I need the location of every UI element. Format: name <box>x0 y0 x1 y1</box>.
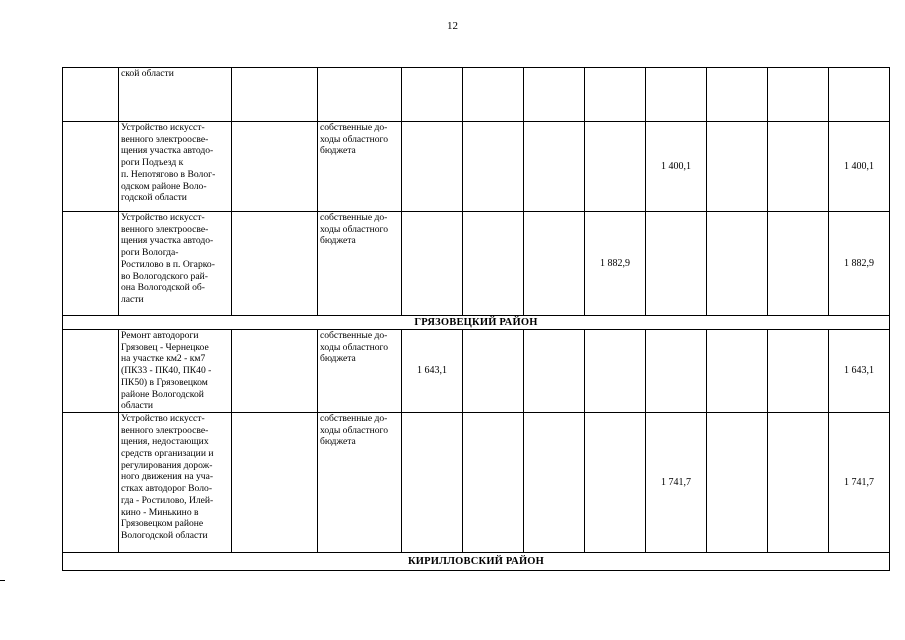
margin-mark <box>0 580 5 581</box>
value-cell <box>768 412 829 552</box>
object-name: Ремонт автодороги Грязовец - Чернецкое на участке км2 - км7 (ПК33 - ПК40, ПК40 - ПК50) в Грязовецком районе Вологодской области <box>121 330 212 412</box>
value-cell <box>463 68 524 122</box>
funding-source-cell <box>318 212 402 316</box>
value-cell <box>768 330 829 413</box>
value-cell <box>707 412 768 552</box>
row-index-cell <box>63 412 119 552</box>
value-cell <box>524 68 585 122</box>
total-value-cell: 1 643,1 <box>829 330 890 413</box>
value-cell <box>524 122 585 212</box>
row-index-cell <box>63 122 119 212</box>
table-row <box>63 412 890 552</box>
empty-cell <box>232 122 318 212</box>
value-cell <box>707 68 768 122</box>
row-index-cell <box>63 212 119 316</box>
section-title: КИРИЛЛОВСКИЙ РАЙОН <box>63 552 890 570</box>
total-value-cell: 1 882,9 <box>829 212 890 316</box>
value-cell <box>585 330 646 413</box>
empty-cell <box>232 412 318 552</box>
funding-source-cell <box>318 68 402 122</box>
table-row <box>63 68 890 122</box>
object-name-cell <box>119 212 232 316</box>
table-row <box>63 122 890 212</box>
funding-source: собственные до- ходы областного бюджета <box>320 212 389 247</box>
funding-source: собственные до- ходы областного бюджета <box>320 122 389 157</box>
total-value-cell: 1 400,1 <box>829 122 890 212</box>
value-cell <box>768 68 829 122</box>
section-title: ГРЯЗОВЕЦКИЙ РАЙОН <box>63 316 890 330</box>
object-name: Устройство искусст- венного электроосве- щения участка автодо- роги Вологда- Ростилово в п. Огарко- во Вологодского рай- она Вологодской об- ласти <box>121 212 215 305</box>
value-cell <box>707 330 768 413</box>
value-cell <box>768 122 829 212</box>
funding-source-cell <box>318 412 402 552</box>
value-cell <box>646 212 707 316</box>
value-cell <box>646 68 707 122</box>
value-cell <box>524 412 585 552</box>
object-name: Устройство искусст- венного электроосве- щения участка автодо- роги Подъезд к п. Непотягово в Волог- одском районе Воло- годской области <box>121 122 216 204</box>
value-cell: 1 882,9 <box>585 212 646 316</box>
total-value-cell <box>829 68 890 122</box>
object-name-cell <box>119 68 232 122</box>
object-name-cell <box>119 412 232 552</box>
value-cell <box>585 412 646 552</box>
value-cell: 1 400,1 <box>646 122 707 212</box>
value-cell <box>646 330 707 413</box>
funding-source-cell <box>318 122 402 212</box>
funding-source: собственные до- ходы областного бюджета <box>320 330 389 365</box>
value-cell <box>402 412 463 552</box>
value-cell <box>402 122 463 212</box>
table-row <box>63 212 890 316</box>
value-cell: 1 643,1 <box>402 330 463 413</box>
value-cell <box>463 330 524 413</box>
value-cell: 1 741,7 <box>646 412 707 552</box>
empty-cell <box>232 68 318 122</box>
section-row <box>63 316 890 330</box>
value-cell <box>524 212 585 316</box>
value-cell <box>402 212 463 316</box>
value-cell <box>463 412 524 552</box>
empty-cell <box>232 330 318 413</box>
object-name-cell <box>119 122 232 212</box>
total-value-cell: 1 741,7 <box>829 412 890 552</box>
value-cell <box>585 122 646 212</box>
funding-source: собственные до- ходы областного бюджета <box>320 412 389 448</box>
value-cell <box>585 68 646 122</box>
page-number: 12 <box>447 20 458 32</box>
empty-cell <box>232 212 318 316</box>
value-cell <box>768 212 829 316</box>
table-body <box>63 68 890 571</box>
value-cell <box>463 212 524 316</box>
section-row <box>63 552 890 570</box>
row-index-cell <box>63 68 119 122</box>
value-cell <box>707 212 768 316</box>
value-cell <box>463 122 524 212</box>
value-cell <box>402 68 463 122</box>
row-index-cell <box>63 330 119 413</box>
value-cell <box>524 330 585 413</box>
object-name: ской области <box>121 68 174 79</box>
object-name: Устройство искусст- венного электроосве- щения, недостающих средств организации и регулирования дорож- ного движения на уча- стках автодорог Воло- гда - Ростилово, Илей- кино - Минькино в Грязовецком районе Вологодской области <box>121 412 214 541</box>
budget-table-wrapper <box>62 67 890 571</box>
table-row <box>63 330 890 413</box>
value-cell <box>707 122 768 212</box>
funding-source-cell <box>318 330 402 413</box>
object-name-cell <box>119 330 232 413</box>
budget-table <box>62 67 890 571</box>
